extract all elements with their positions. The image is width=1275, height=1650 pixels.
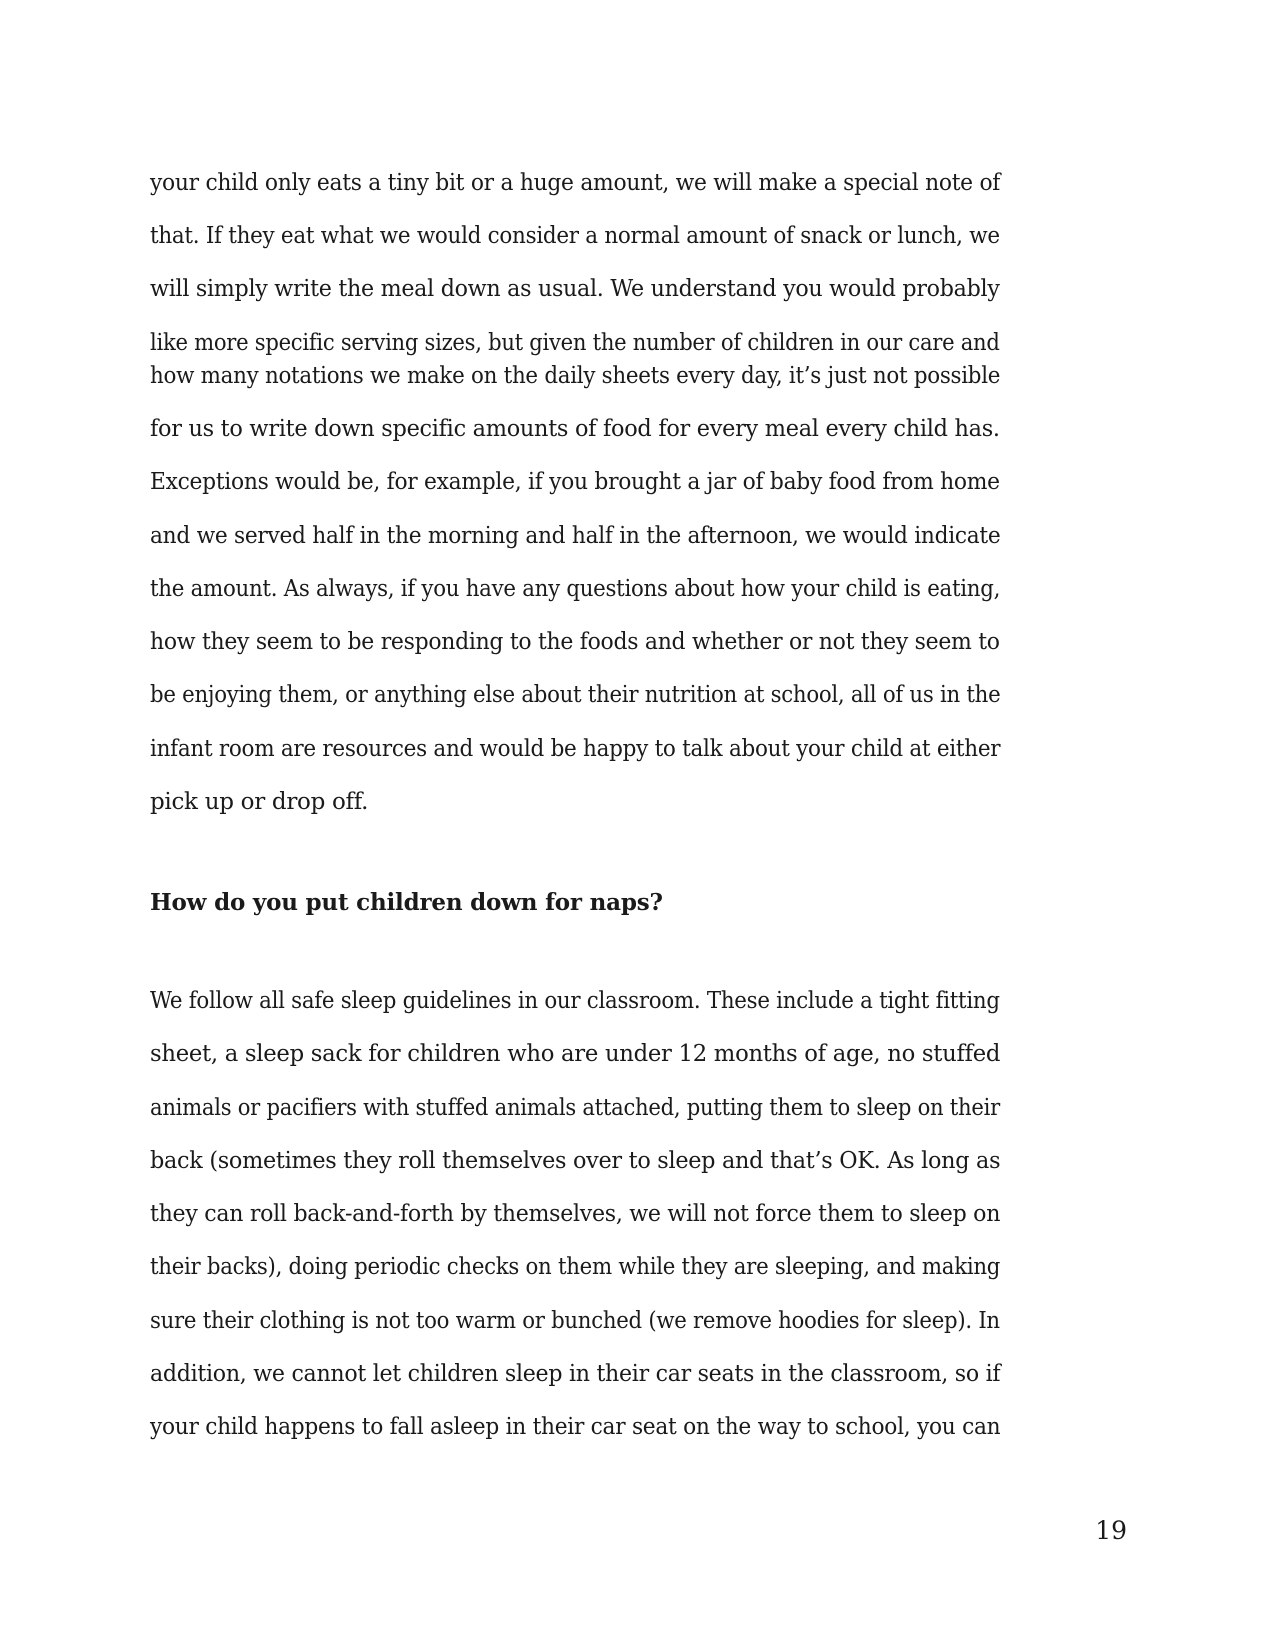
paragraph-line: sure their clothing is not too warm or bunched (we remove hoodies for sleep). In xyxy=(150,1308,1000,1334)
paragraph-line: that. If they eat what we would consider a normal amount of snack or lunch, we xyxy=(150,223,1000,249)
paragraph-line: Exceptions would be, for example, if you brought a jar of baby food from home xyxy=(150,469,1000,495)
paragraph-line: for us to write down specific amounts of food for every meal every child has. xyxy=(150,416,1000,442)
paragraph-line: how many notations we make on the daily sheets every day, it’s just not possible xyxy=(150,363,1001,389)
paragraph-line: animals or pacifiers with stuffed animals attached, putting them to sleep on their xyxy=(150,1095,1000,1121)
paragraph-line: back (sometimes they roll themselves over to sleep and that’s OK. As long as xyxy=(150,1148,1001,1174)
paragraph-line: your child happens to fall asleep in their car seat on the way to school, you can xyxy=(150,1414,1001,1440)
paragraph-line: be enjoying them, or anything else about their nutrition at school, all of us in the xyxy=(150,682,1001,708)
paragraph-line: addition, we cannot let children sleep in their car seats in the classroom, so if xyxy=(150,1361,1001,1387)
paragraph-line: your child only eats a tiny bit or a huge amount, we will make a special note of xyxy=(150,170,1001,196)
paragraph-line: pick up or drop off. xyxy=(150,789,369,815)
paragraph-line: We follow all safe sleep guidelines in our classroom. These include a tight fitting xyxy=(150,988,1000,1014)
paragraph-line: will simply write the meal down as usual. We understand you would probably xyxy=(150,276,1000,302)
paragraph-line: they can roll back-and-forth by themselves, we will not force them to sleep on xyxy=(150,1201,1001,1227)
section-heading: How do you put children down for naps? xyxy=(150,889,663,916)
paragraph-line: their backs), doing periodic checks on them while they are sleeping, and making xyxy=(150,1254,1001,1280)
paragraph-line: how they seem to be responding to the foods and whether or not they seem to xyxy=(150,629,1000,655)
paragraph-line: the amount. As always, if you have any questions about how your child is eating, xyxy=(150,576,1001,602)
paragraph-line: and we served half in the morning and half in the afternoon, we would indicate xyxy=(150,523,1001,549)
paragraph-line: like more specific serving sizes, but given the number of children in our care and xyxy=(150,330,1000,356)
page-number: 19 xyxy=(1095,1516,1127,1545)
paragraph-line: infant room are resources and would be happy to talk about your child at either xyxy=(150,736,1001,762)
paragraph-line: sheet, a sleep sack for children who are under 12 months of age, no stuffed xyxy=(150,1041,1001,1067)
